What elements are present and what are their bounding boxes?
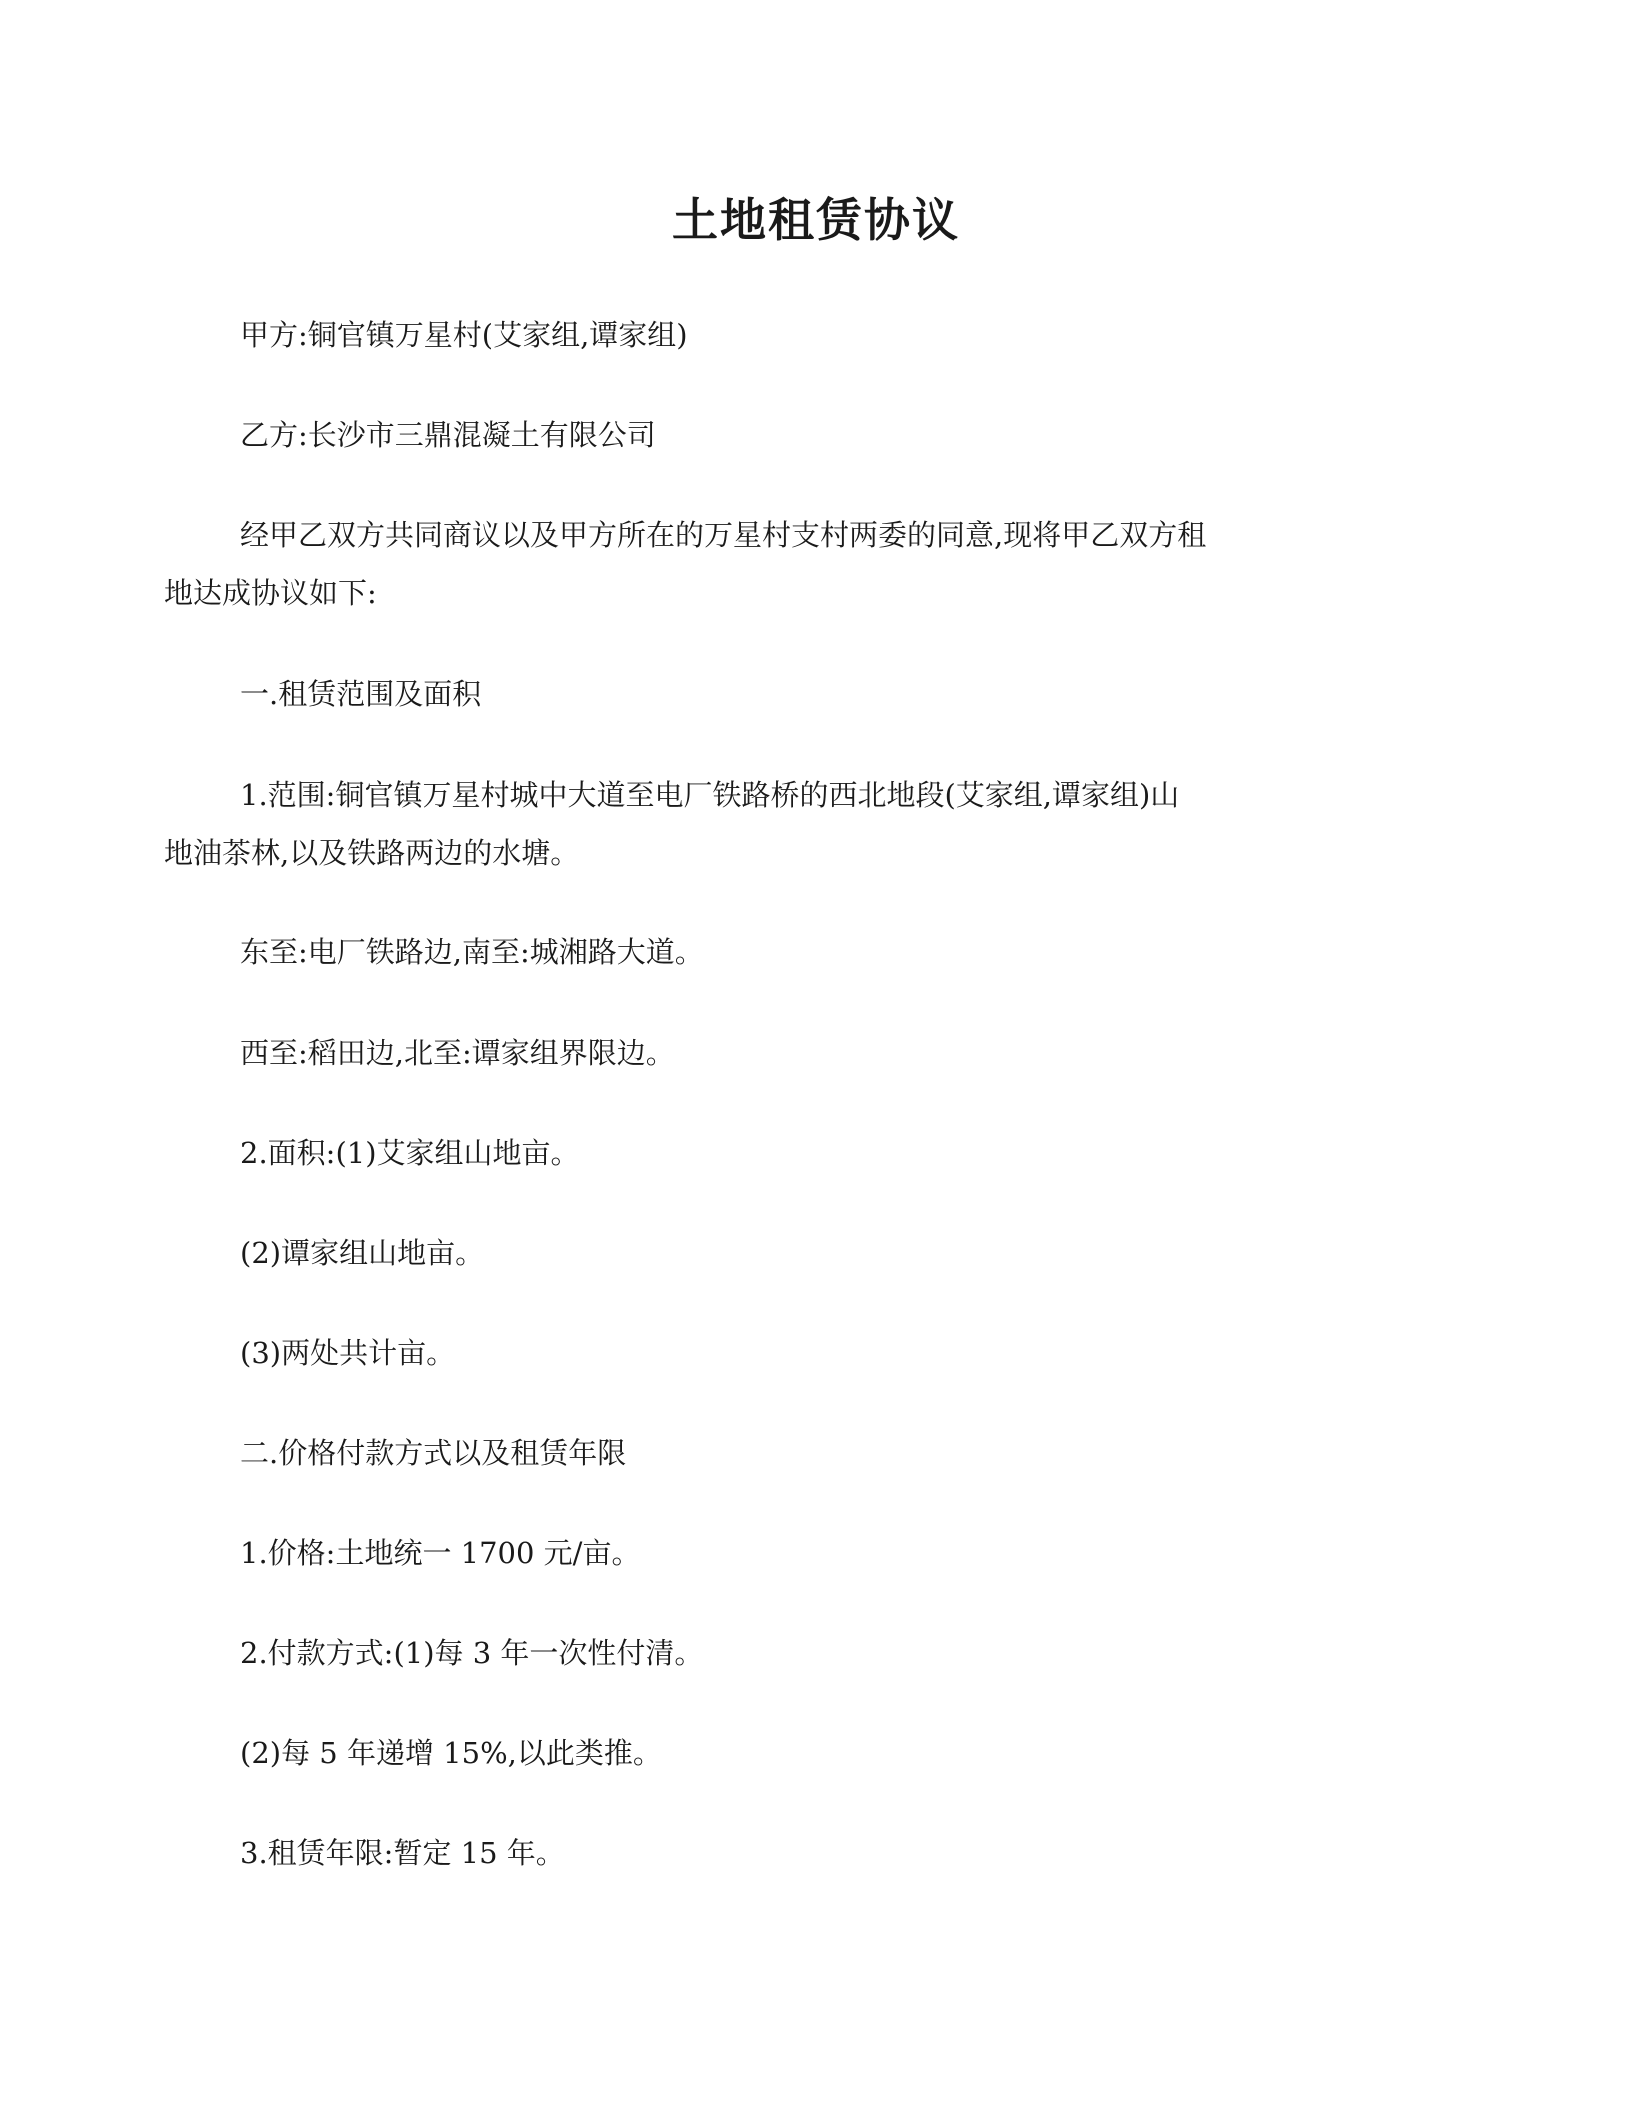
- scope-line-1: 1.范围:铜官镇万星村城中大道至电厂铁路桥的西北地段(艾家组,谭家组)山: [240, 778, 1180, 812]
- lease-term-item: 3.租赁年限:暂定 15 年。: [240, 1836, 565, 1870]
- intro-line-1: 经甲乙双方共同商议以及甲方所在的万星村支村两委的同意,现将甲乙双方租: [240, 518, 1207, 552]
- price-item: 1.价格:土地统一 1700 元/亩。: [240, 1536, 641, 1570]
- section-2-heading: 二.价格付款方式以及租赁年限: [240, 1436, 627, 1470]
- boundary-east-south: 东至:电厂铁路边,南至:城湘路大道。: [240, 935, 704, 969]
- area-item-1: 2.面积:(1)艾家组山地亩。: [240, 1136, 580, 1170]
- scope-line-2: 地油茶林,以及铁路两边的水塘。: [164, 836, 580, 870]
- intro-line-2: 地达成协议如下:: [164, 576, 377, 610]
- boundary-west-north: 西至:稻田边,北至:谭家组界限边。: [240, 1036, 675, 1070]
- intro-paragraph: [164, 506, 1380, 622]
- payment-item-2: (2)每 5 年递增 15%,以此类推。: [240, 1736, 662, 1770]
- payment-item-1: 2.付款方式:(1)每 3 年一次性付清。: [240, 1636, 704, 1670]
- area-item-2: (2)谭家组山地亩。: [240, 1236, 485, 1270]
- document-title: 土地租赁协议: [672, 193, 960, 247]
- area-item-3: (3)两处共计亩。: [240, 1336, 456, 1370]
- section-1-heading: 一.租赁范围及面积: [240, 677, 482, 711]
- party-a: 甲方:铜官镇万星村(艾家组,谭家组): [240, 318, 688, 352]
- scope-paragraph: [164, 766, 1380, 882]
- party-b: 乙方:长沙市三鼎混凝土有限公司: [240, 418, 656, 452]
